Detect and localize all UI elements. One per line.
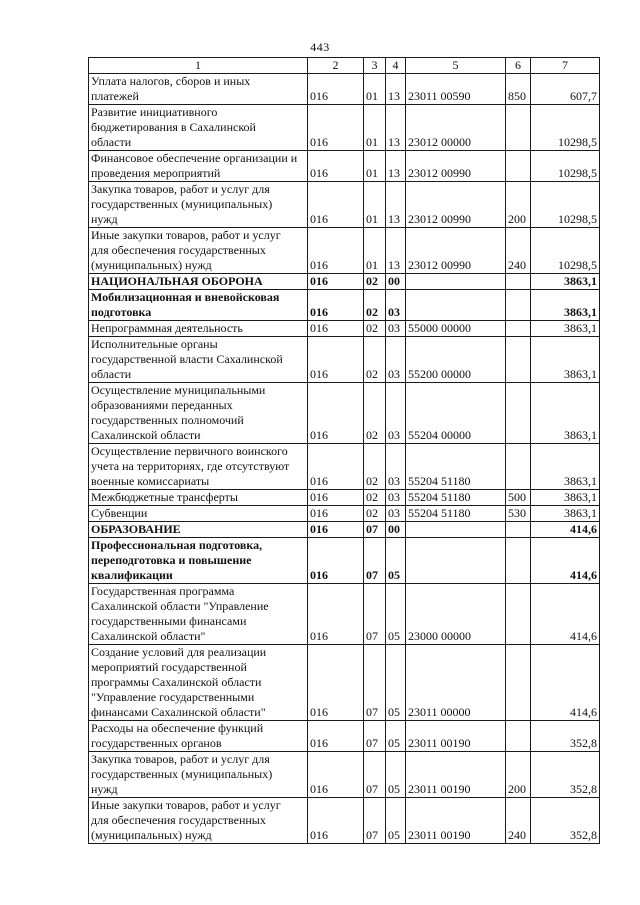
expense-name-line: Сахалинской области "Управление bbox=[91, 599, 269, 613]
table-row bbox=[89, 490, 600, 506]
expense-type-cell bbox=[506, 584, 531, 645]
target-article-cell: 55204 00000 bbox=[406, 383, 506, 444]
target-article-cell: 55000 00000 bbox=[406, 321, 506, 337]
expense-name-line: военные комиссариаты bbox=[91, 474, 210, 488]
expense-name-line: программы Сахалинской области bbox=[91, 675, 262, 689]
department-code-cell: 016 bbox=[308, 228, 364, 274]
expense-name-cell bbox=[89, 383, 308, 444]
table-row bbox=[89, 538, 600, 584]
expense-name-line: проведения мероприятий bbox=[91, 166, 221, 180]
amount-cell: 10298,5 bbox=[531, 182, 600, 228]
table-row bbox=[89, 105, 600, 151]
expense-name-line: Непрограммная деятельность bbox=[91, 321, 243, 335]
section-code-cell: 01 bbox=[364, 151, 386, 182]
section-code-cell: 02 bbox=[364, 274, 386, 290]
expense-name-cell bbox=[89, 584, 308, 645]
expense-type-cell: 530 bbox=[506, 506, 531, 522]
table-row bbox=[89, 290, 600, 321]
department-code-cell: 016 bbox=[308, 490, 364, 506]
amount-cell: 3863,1 bbox=[531, 321, 600, 337]
section-code-cell: 01 bbox=[364, 74, 386, 105]
department-code-cell: 016 bbox=[308, 798, 364, 844]
amount-cell: 352,8 bbox=[531, 721, 600, 752]
subsection-code-cell: 13 bbox=[386, 74, 406, 105]
amount-cell: 3863,1 bbox=[531, 290, 600, 321]
department-code-cell: 016 bbox=[308, 721, 364, 752]
target-article-cell bbox=[406, 538, 506, 584]
amount-cell: 3863,1 bbox=[531, 444, 600, 490]
table-row bbox=[89, 506, 600, 522]
section-code-cell: 02 bbox=[364, 290, 386, 321]
section-code-cell: 02 bbox=[364, 321, 386, 337]
expense-name-line: Мобилизационная и вневойсковая bbox=[91, 290, 280, 304]
expense-name-cell bbox=[89, 752, 308, 798]
department-code-cell: 016 bbox=[308, 151, 364, 182]
department-code-cell: 016 bbox=[308, 444, 364, 490]
amount-cell: 10298,5 bbox=[531, 151, 600, 182]
section-code-cell: 07 bbox=[364, 584, 386, 645]
subsection-code-cell: 13 bbox=[386, 228, 406, 274]
department-code-cell: 016 bbox=[308, 752, 364, 798]
target-article-cell: 55204 51180 bbox=[406, 506, 506, 522]
target-article-cell: 23012 00990 bbox=[406, 151, 506, 182]
table-row bbox=[89, 444, 600, 490]
table-row bbox=[89, 337, 600, 383]
amount-cell: 414,6 bbox=[531, 538, 600, 584]
expense-name-cell bbox=[89, 182, 308, 228]
amount-cell: 414,6 bbox=[531, 522, 600, 538]
expense-name-line: области bbox=[91, 367, 132, 381]
department-code-cell: 016 bbox=[308, 274, 364, 290]
subsection-code-cell: 05 bbox=[386, 798, 406, 844]
section-code-cell: 02 bbox=[364, 383, 386, 444]
expense-name-line: НАЦИОНАЛЬНАЯ ОБОРОНА bbox=[91, 274, 263, 288]
target-article-cell: 23011 00190 bbox=[406, 752, 506, 798]
amount-cell: 10298,5 bbox=[531, 228, 600, 274]
table-row bbox=[89, 321, 600, 337]
table-row bbox=[89, 522, 600, 538]
target-article-cell: 23000 00000 bbox=[406, 584, 506, 645]
expense-name-cell bbox=[89, 798, 308, 844]
column-header: 5 bbox=[406, 58, 506, 74]
section-code-cell: 02 bbox=[364, 506, 386, 522]
expense-type-cell: 240 bbox=[506, 228, 531, 274]
expense-type-cell bbox=[506, 538, 531, 584]
table-header-row bbox=[89, 58, 600, 74]
section-code-cell: 01 bbox=[364, 105, 386, 151]
target-article-cell: 23011 00190 bbox=[406, 721, 506, 752]
expense-name-line: области bbox=[91, 135, 132, 149]
expense-name-line: Профессиональная подготовка, bbox=[91, 538, 263, 552]
table-row bbox=[89, 798, 600, 844]
expense-type-cell: 200 bbox=[506, 182, 531, 228]
expense-name-line: подготовка bbox=[91, 305, 152, 319]
amount-cell: 352,8 bbox=[531, 798, 600, 844]
expense-name-line: ОБРАЗОВАНИЕ bbox=[91, 522, 181, 536]
department-code-cell: 016 bbox=[308, 337, 364, 383]
amount-cell: 352,8 bbox=[531, 752, 600, 798]
section-code-cell: 07 bbox=[364, 522, 386, 538]
expense-type-cell bbox=[506, 290, 531, 321]
target-article-cell: 23012 00990 bbox=[406, 182, 506, 228]
subsection-code-cell: 13 bbox=[386, 182, 406, 228]
subsection-code-cell: 05 bbox=[386, 645, 406, 721]
subsection-code-cell: 03 bbox=[386, 321, 406, 337]
expense-name-line: платежей bbox=[91, 89, 139, 103]
expense-type-cell bbox=[506, 105, 531, 151]
table-row bbox=[89, 584, 600, 645]
target-article-cell: 23011 00000 bbox=[406, 645, 506, 721]
subsection-code-cell: 00 bbox=[386, 274, 406, 290]
subsection-code-cell: 03 bbox=[386, 337, 406, 383]
department-code-cell: 016 bbox=[308, 182, 364, 228]
section-code-cell: 01 bbox=[364, 182, 386, 228]
expense-type-cell: 850 bbox=[506, 74, 531, 105]
expense-type-cell bbox=[506, 383, 531, 444]
expense-type-cell bbox=[506, 274, 531, 290]
expense-name-line: бюджетирования в Сахалинской bbox=[91, 120, 256, 134]
expense-type-cell bbox=[506, 337, 531, 383]
subsection-code-cell: 03 bbox=[386, 444, 406, 490]
target-article-cell: 55204 51180 bbox=[406, 444, 506, 490]
column-header: 6 bbox=[506, 58, 531, 74]
department-code-cell: 016 bbox=[308, 506, 364, 522]
expense-name-line: образованиями переданных bbox=[91, 398, 233, 412]
amount-cell: 3863,1 bbox=[531, 337, 600, 383]
expense-name-line: Сахалинской области bbox=[91, 428, 201, 442]
expense-name-line: "Управление государственными bbox=[91, 690, 255, 704]
amount-cell: 414,6 bbox=[531, 645, 600, 721]
amount-cell: 10298,5 bbox=[531, 105, 600, 151]
subsection-code-cell: 13 bbox=[386, 151, 406, 182]
subsection-code-cell: 03 bbox=[386, 506, 406, 522]
page-number: 443 bbox=[310, 40, 330, 54]
department-code-cell: 016 bbox=[308, 522, 364, 538]
subsection-code-cell: 05 bbox=[386, 721, 406, 752]
expense-name-line: государственных (муниципальных) bbox=[91, 767, 273, 781]
table-row bbox=[89, 182, 600, 228]
target-article-cell: 23011 00590 bbox=[406, 74, 506, 105]
amount-cell: 3863,1 bbox=[531, 490, 600, 506]
expense-name-cell bbox=[89, 444, 308, 490]
expense-type-cell bbox=[506, 444, 531, 490]
table-row bbox=[89, 74, 600, 105]
column-header: 7 bbox=[531, 58, 600, 74]
expense-name-cell bbox=[89, 321, 308, 337]
section-code-cell: 07 bbox=[364, 538, 386, 584]
expense-name-line: государственных (муниципальных) bbox=[91, 197, 273, 211]
expense-name-cell bbox=[89, 105, 308, 151]
expense-name-cell bbox=[89, 721, 308, 752]
expense-name-line: для обеспечения государственных bbox=[91, 243, 266, 257]
table-row bbox=[89, 151, 600, 182]
expense-name-line: государственных органов bbox=[91, 736, 222, 750]
expense-name-cell bbox=[89, 538, 308, 584]
expense-type-cell: 500 bbox=[506, 490, 531, 506]
amount-cell: 3863,1 bbox=[531, 506, 600, 522]
expense-name-cell bbox=[89, 490, 308, 506]
department-code-cell: 016 bbox=[308, 538, 364, 584]
department-code-cell: 016 bbox=[308, 74, 364, 105]
amount-cell: 3863,1 bbox=[531, 274, 600, 290]
expense-type-cell bbox=[506, 721, 531, 752]
budget-table bbox=[88, 57, 600, 844]
table-row bbox=[89, 752, 600, 798]
department-code-cell: 016 bbox=[308, 105, 364, 151]
expense-name-line: Осуществление первичного воинского bbox=[91, 444, 288, 458]
column-header: 1 bbox=[89, 58, 308, 74]
target-article-cell bbox=[406, 290, 506, 321]
amount-cell: 607,7 bbox=[531, 74, 600, 105]
expense-name-cell bbox=[89, 74, 308, 105]
expense-name-cell bbox=[89, 151, 308, 182]
expense-name-line: Осуществление муниципальными bbox=[91, 383, 266, 397]
subsection-code-cell: 05 bbox=[386, 538, 406, 584]
department-code-cell: 016 bbox=[308, 645, 364, 721]
column-header: 3 bbox=[364, 58, 386, 74]
target-article-cell: 55200 00000 bbox=[406, 337, 506, 383]
department-code-cell: 016 bbox=[308, 383, 364, 444]
target-article-cell bbox=[406, 274, 506, 290]
expense-name-cell bbox=[89, 274, 308, 290]
subsection-code-cell: 00 bbox=[386, 522, 406, 538]
expense-name-line: государственной власти Сахалинской bbox=[91, 352, 283, 366]
target-article-cell: 23012 00990 bbox=[406, 228, 506, 274]
expense-name-line: квалификации bbox=[91, 568, 173, 582]
subsection-code-cell: 03 bbox=[386, 490, 406, 506]
subsection-code-cell: 05 bbox=[386, 752, 406, 798]
amount-cell: 414,6 bbox=[531, 584, 600, 645]
expense-type-cell bbox=[506, 321, 531, 337]
expense-name-line: государственных полномочий bbox=[91, 413, 244, 427]
section-code-cell: 02 bbox=[364, 337, 386, 383]
table-row bbox=[89, 274, 600, 290]
department-code-cell: 016 bbox=[308, 584, 364, 645]
expense-type-cell bbox=[506, 151, 531, 182]
expense-name-line: (муниципальных) нужд bbox=[91, 828, 212, 842]
table-row bbox=[89, 228, 600, 274]
expense-name-line: Субвенции bbox=[91, 506, 148, 520]
expense-name-cell bbox=[89, 228, 308, 274]
section-code-cell: 07 bbox=[364, 752, 386, 798]
amount-cell: 3863,1 bbox=[531, 383, 600, 444]
expense-name-line: Межбюджетные трансферты bbox=[91, 490, 238, 504]
expense-name-cell bbox=[89, 337, 308, 383]
expense-type-cell bbox=[506, 645, 531, 721]
expense-name-line: Государственная программа bbox=[91, 584, 235, 598]
table-row bbox=[89, 645, 600, 721]
expense-name-line: финансами Сахалинской области" bbox=[91, 705, 266, 719]
expense-name-line: Иные закупки товаров, работ и услуг bbox=[91, 798, 281, 812]
expense-type-cell bbox=[506, 522, 531, 538]
expense-name-line: Закупка товаров, работ и услуг для bbox=[91, 752, 270, 766]
expense-name-line: Иные закупки товаров, работ и услуг bbox=[91, 228, 281, 242]
section-code-cell: 07 bbox=[364, 798, 386, 844]
target-article-cell: 23012 00000 bbox=[406, 105, 506, 151]
expense-name-line: нужд bbox=[91, 782, 118, 796]
target-article-cell: 23011 00190 bbox=[406, 798, 506, 844]
expense-name-cell bbox=[89, 645, 308, 721]
expense-name-line: Создание условий для реализации bbox=[91, 645, 267, 659]
department-code-cell: 016 bbox=[308, 290, 364, 321]
expense-type-cell: 240 bbox=[506, 798, 531, 844]
expense-name-line: Закупка товаров, работ и услуг для bbox=[91, 182, 270, 196]
column-header: 2 bbox=[308, 58, 364, 74]
section-code-cell: 02 bbox=[364, 444, 386, 490]
expense-name-line: Финансовое обеспечение организации и bbox=[91, 151, 298, 165]
expense-name-line: мероприятий государственной bbox=[91, 660, 247, 674]
department-code-cell: 016 bbox=[308, 321, 364, 337]
section-code-cell: 07 bbox=[364, 721, 386, 752]
expense-name-line: нужд bbox=[91, 212, 118, 226]
expense-name-line: государственными финансами bbox=[91, 614, 247, 628]
subsection-code-cell: 03 bbox=[386, 383, 406, 444]
expense-type-cell: 200 bbox=[506, 752, 531, 798]
expense-name-cell bbox=[89, 506, 308, 522]
section-code-cell: 02 bbox=[364, 490, 386, 506]
section-code-cell: 07 bbox=[364, 645, 386, 721]
subsection-code-cell: 05 bbox=[386, 584, 406, 645]
expense-name-line: Уплата налогов, сборов и иных bbox=[91, 74, 251, 88]
expense-name-line: Сахалинской области" bbox=[91, 629, 206, 643]
expense-name-line: (муниципальных) нужд bbox=[91, 258, 212, 272]
subsection-code-cell: 03 bbox=[386, 290, 406, 321]
column-header: 4 bbox=[386, 58, 406, 74]
expense-name-line: Развитие инициативного bbox=[91, 105, 218, 119]
expense-name-cell bbox=[89, 290, 308, 321]
table-row bbox=[89, 383, 600, 444]
target-article-cell: 55204 51180 bbox=[406, 490, 506, 506]
table-row bbox=[89, 721, 600, 752]
expense-name-line: Исполнительные органы bbox=[91, 337, 218, 351]
target-article-cell bbox=[406, 522, 506, 538]
subsection-code-cell: 13 bbox=[386, 105, 406, 151]
expense-name-line: Расходы на обеспечение функций bbox=[91, 721, 264, 735]
expense-name-line: переподготовка и повышение bbox=[91, 553, 252, 567]
expense-name-line: учета на территориях, где отсутствуют bbox=[91, 459, 290, 473]
expense-name-cell bbox=[89, 522, 308, 538]
expense-name-line: для обеспечения государственных bbox=[91, 813, 266, 827]
section-code-cell: 01 bbox=[364, 228, 386, 274]
